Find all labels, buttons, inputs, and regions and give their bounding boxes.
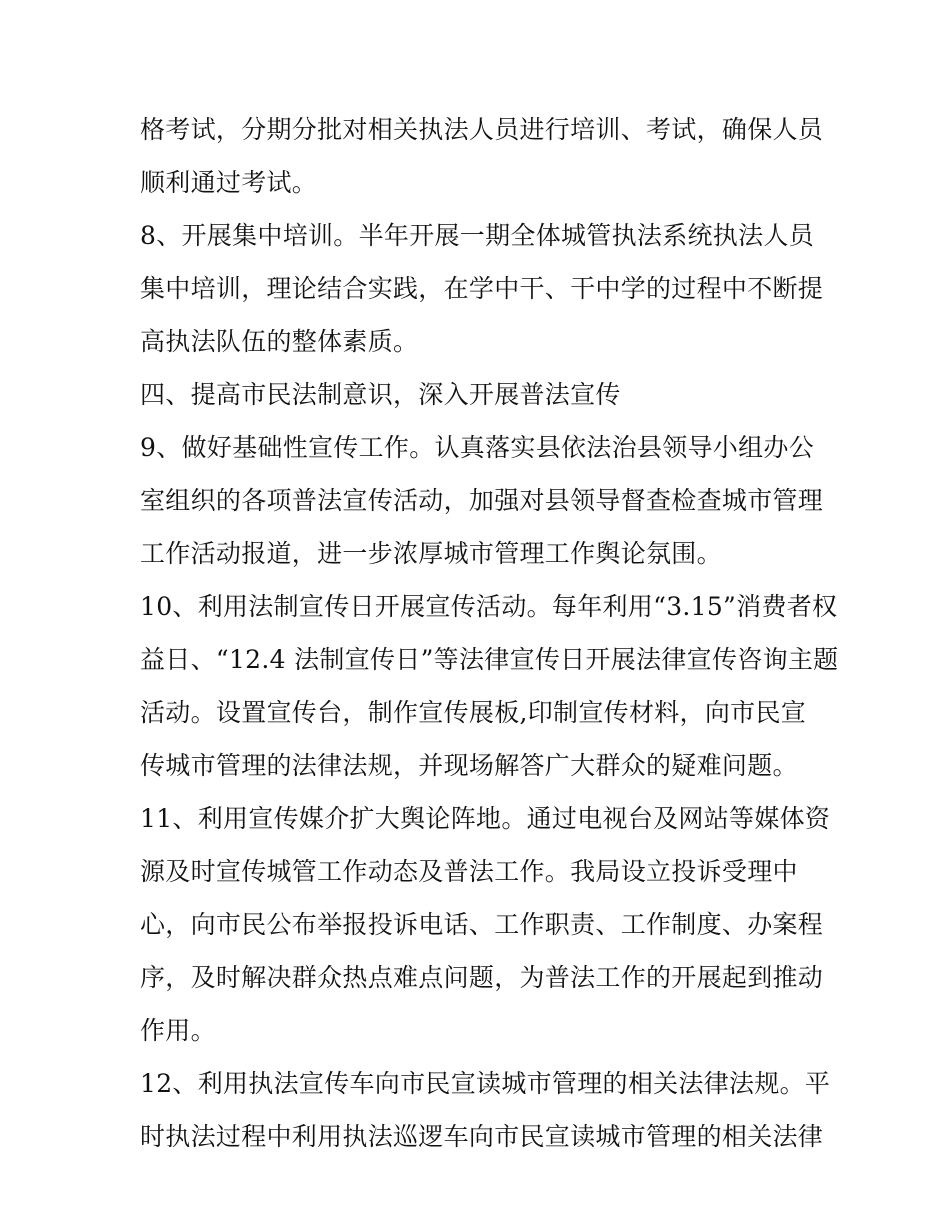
paragraph-item-11-line: 11、利用宣传媒介扩大舆论阵地。通过电视台及网站等媒体资 — [140, 804, 831, 833]
text-line: 益日、“12.4 法制宣传日”等法律宣传日开展法律宣传咨询主题 — [140, 645, 839, 674]
text-line: 活动。设置宣传台，制作宣传展板,印制宣传材料，向市民宣 — [140, 698, 807, 727]
paragraph-item-8-line: 8、开展集中培训。半年开展一期全体城管执法系统执法人员 — [140, 221, 815, 250]
paragraph-item-9-line: 9、做好基础性宣传工作。认真落实县依法治县领导小组办公 — [140, 433, 815, 462]
paragraph-item-12-line: 12、利用执法宣传车向市民宣读城市管理的相关法律法规。平 — [140, 1069, 831, 1098]
text-line: 作用。 — [140, 1016, 216, 1045]
document-body — [140, 103, 839, 1163]
text-line: 格考试，分期分批对相关执法人员进行培训、考试，确保人员 — [140, 115, 824, 144]
text-line: 顺利通过考试。 — [140, 168, 318, 197]
text-line: 集中培训，理论结合实践，在学中干、干中学的过程中不断提 — [140, 274, 824, 303]
text-line: 室组织的各项普法宣传活动，加强对县领导督查检查城市管理 — [140, 486, 824, 515]
section-heading: 四、提高市民法制意识，深入开展普法宣传 — [140, 380, 621, 409]
text-line: 高执法队伍的整体素质。 — [140, 327, 419, 356]
text-line: 心，向市民公布举报投诉电话、工作职责、工作制度、办案程 — [140, 910, 824, 939]
text-line: 工作活动报道，进一步浓厚城市管理工作舆论氛围。 — [140, 539, 722, 568]
text-line: 时执法过程中利用执法巡逻车向市民宣读城市管理的相关法律 — [140, 1122, 824, 1151]
text-line: 序，及时解决群众热点难点问题，为普法工作的开展起到推动 — [140, 963, 824, 992]
paragraph-item-10-line: 10、利用法制宣传日开展宣传活动。每年利用“3.15”消费者权 — [140, 592, 838, 621]
text-line: 源及时宣传城管工作动态及普法工作。我局设立投诉受理中 — [140, 857, 798, 886]
text-line: 传城市管理的法律法规，并现场解答广大群众的疑难问题。 — [140, 751, 798, 780]
